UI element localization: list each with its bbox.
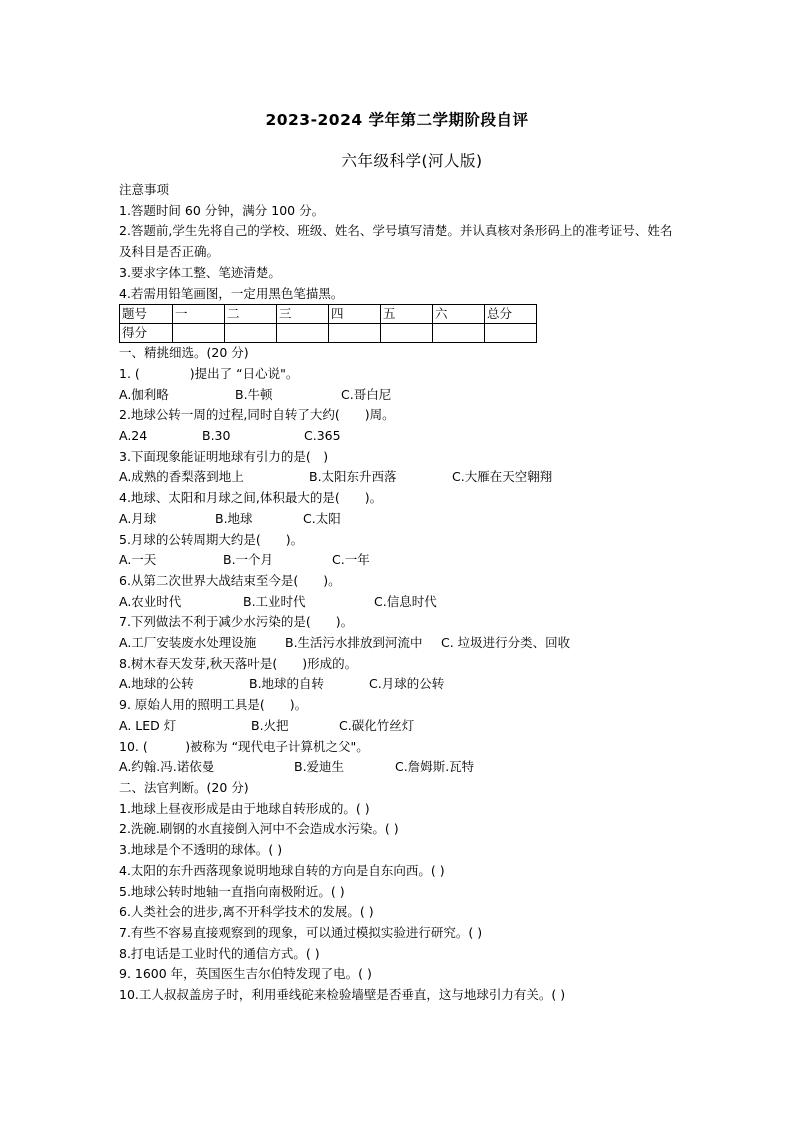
option-c: C.一年 <box>332 552 370 568</box>
score-header-cell: 六 <box>433 305 485 324</box>
option-c: C.碳化竹丝灯 <box>339 717 415 733</box>
question-options <box>119 757 679 778</box>
judgement-item: 6.人类社会的进步,离不开科学技术的发展。( ) <box>119 904 374 920</box>
note-item: 3.要求字体工整、笔迹清楚。 <box>119 264 281 280</box>
question-options <box>119 592 679 613</box>
option-a: A.24 <box>119 428 148 444</box>
score-table <box>119 304 537 343</box>
question-stem: 8.树木春天发芽,秋天落叶是( )形成的。 <box>119 655 358 671</box>
option-b: B.生活污水排放到河流中 <box>285 635 423 651</box>
section2-heading: 二、法官判断。(20 分) <box>119 779 249 795</box>
option-b: B.地球 <box>215 510 253 526</box>
judgement-item: 2.洗碗.刷钢的水直接倒入河中不会造成水污染。( ) <box>119 821 399 837</box>
question-options <box>119 426 679 447</box>
score-row-label: 得分 <box>120 324 173 343</box>
note-item: 4.若需用铅笔画图，一定用黑色笔描黑。 <box>119 285 344 301</box>
exam-content <box>119 180 679 1006</box>
note-item: 2.答题前,学生先将自己的学校、班级、姓名、学号填写清楚。并认真核对条形码上的准考证号、姓名及科目是否正确。 <box>119 223 673 260</box>
question-options <box>119 716 679 737</box>
option-a: A.地球的公转 <box>119 676 194 692</box>
question-stem: 7.下列做法不利于减少水污染的是( )。 <box>119 614 354 630</box>
option-b: B.太阳东升西落 <box>309 469 397 485</box>
question-options <box>119 633 679 654</box>
score-header-cell: 四 <box>329 305 381 324</box>
judgement-item: 8.打电话是工业时代的通信方式。( ) <box>119 945 320 961</box>
option-a: A. LED 灯 <box>119 717 177 733</box>
option-b: B.一个月 <box>223 552 274 568</box>
question-stem: 5.月球的公转周期大约是( )。 <box>119 531 304 547</box>
score-table-header-row <box>120 305 537 324</box>
option-a: A.农业时代 <box>119 593 182 609</box>
question-options <box>119 674 679 695</box>
score-header-cell: 题号 <box>120 305 173 324</box>
question-stem: 10. ( )被称为 “现代电子计算机之父"。 <box>119 738 369 754</box>
note-item: 1.答题时间 60 分钟，满分 100 分。 <box>119 202 325 218</box>
option-b: B.火把 <box>251 717 289 733</box>
option-a: A.约翰.冯.诺依曼 <box>119 759 215 775</box>
judgement-item: 5.地球公转时地轴一直指向南极附近。( ) <box>119 883 345 899</box>
question-stem: 4.地球、太阳和月球之间,体积最大的是( )。 <box>119 490 383 506</box>
score-cell[interactable] <box>277 324 329 343</box>
exam-title: 2023-2024 学年第二学期阶段自评 <box>265 111 529 129</box>
score-header-cell: 三 <box>277 305 329 324</box>
judgement-item: 9. 1600 年，英国医生吉尔伯特发现了电。( ) <box>119 966 372 982</box>
option-b: B.工业时代 <box>243 593 306 609</box>
question-options <box>119 467 679 488</box>
question-stem: 3.下面现象能证明地球有引力的是( ) <box>119 448 329 464</box>
question-stem: 6.从第二次世界大战结束至今是( )。 <box>119 572 341 588</box>
judgement-item: 7.有些不容易直接观察到的现象，可以通过模拟实验进行研究。( ) <box>119 924 483 940</box>
score-cell[interactable] <box>225 324 277 343</box>
score-header-cell: 二 <box>225 305 277 324</box>
score-header-cell: 总分 <box>485 305 537 324</box>
option-c: C.365 <box>304 428 341 444</box>
question-options <box>119 509 679 530</box>
question-stem: 1. ( )提出了 “日心说"。 <box>119 365 299 381</box>
judgement-item: 4.太阳的东升西落现象说明地球自转的方向是自东向西。( ) <box>119 862 445 878</box>
exam-subtitle: 六年级科学(河人版) <box>341 152 483 170</box>
section1-heading: 一、精挑细选。(20 分) <box>119 345 249 361</box>
notes-heading: 注意事项 <box>119 182 170 197</box>
option-c: C. 垃圾进行分类、回收 <box>441 635 571 651</box>
score-cell[interactable] <box>433 324 485 343</box>
option-c: C.信息时代 <box>374 593 437 609</box>
question-options <box>119 385 679 406</box>
score-header-cell: 一 <box>173 305 225 324</box>
judgement-item: 10.工人叔叔盖房子时，利用垂线砣来检验墙壁是否垂直，这与地球引力有关。( ) <box>119 987 566 1003</box>
judgement-item: 3.地球是个不透明的球体。( ) <box>119 842 283 858</box>
option-b: B.爱迪生 <box>294 759 345 775</box>
option-a: A.成熟的香梨落到地上 <box>119 469 244 485</box>
option-c: C.月球的公转 <box>369 676 445 692</box>
score-header-cell: 五 <box>381 305 433 324</box>
score-cell[interactable] <box>329 324 381 343</box>
option-c: C.太阳 <box>303 510 341 526</box>
option-b: B.地球的自转 <box>249 676 325 692</box>
option-b: B.牛顿 <box>235 386 273 402</box>
score-cell[interactable] <box>485 324 537 343</box>
question-options <box>119 550 679 571</box>
question-stem: 2.地球公转一周的过程,同时自转了大约( )周。 <box>119 407 395 423</box>
option-c: C.哥白尼 <box>341 386 392 402</box>
score-cell[interactable] <box>381 324 433 343</box>
option-a: A.工厂安装废水处理设施 <box>119 635 257 651</box>
option-a: A.伽利略 <box>119 386 169 402</box>
option-c: C.詹姆斯.瓦特 <box>395 759 475 775</box>
option-c: C.大雁在天空翱翔 <box>452 469 553 485</box>
option-b: B.30 <box>202 428 231 444</box>
score-table-score-row <box>120 324 537 343</box>
question-stem: 9. 原始人用的照明工具是( )。 <box>119 697 308 713</box>
option-a: A.月球 <box>119 510 157 526</box>
option-a: A.一天 <box>119 552 157 568</box>
score-cell[interactable] <box>173 324 225 343</box>
judgement-item: 1.地球上昼夜形成是由于地球自转形成的。( ) <box>119 800 370 816</box>
